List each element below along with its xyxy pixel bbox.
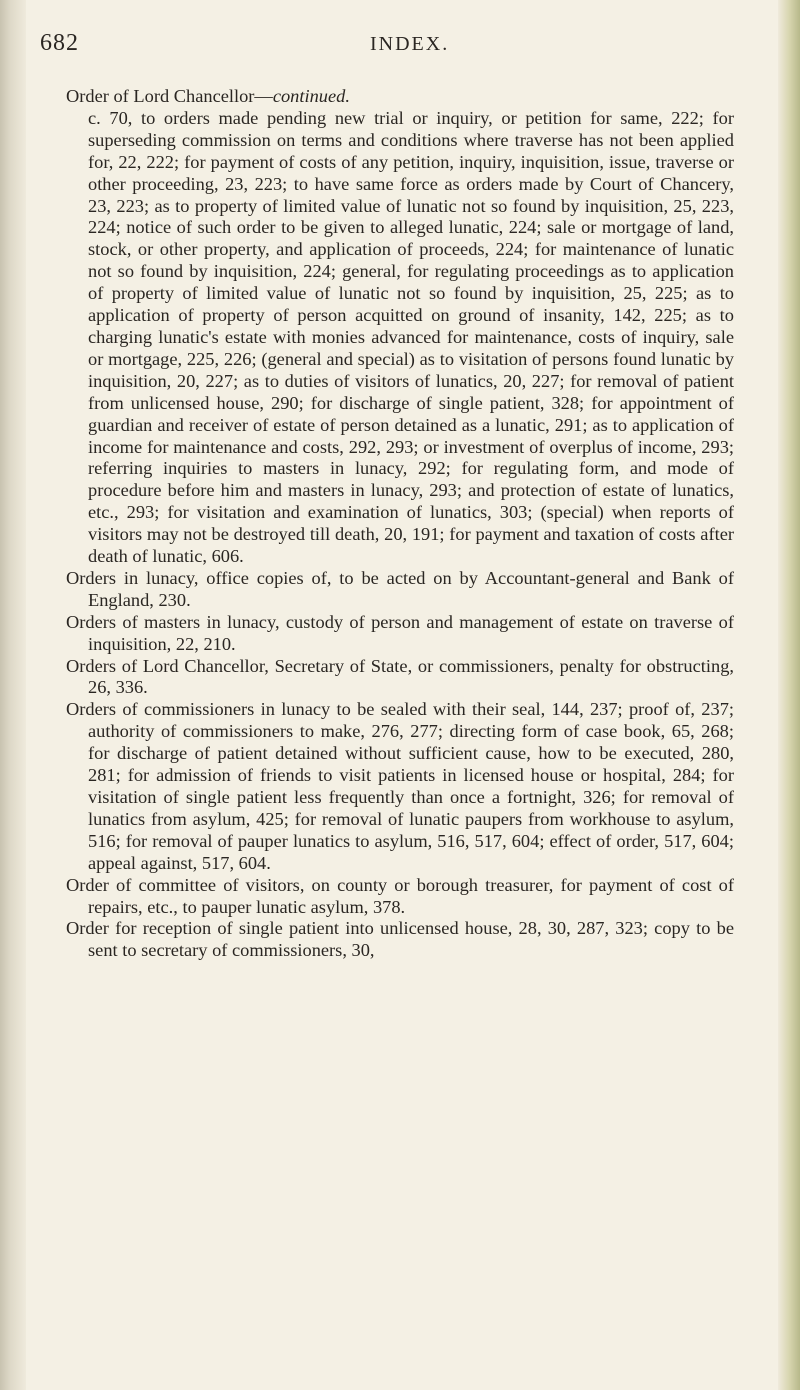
index-entry <box>66 699 734 874</box>
page-edge <box>778 0 800 1390</box>
book-spine-shadow <box>0 0 26 1390</box>
index-content <box>66 86 734 962</box>
page-header <box>40 30 762 60</box>
entry-text: c. 70, to orders made pending new trial or inquiry, or petition for same, 222; for superseding commission on terms and conditions where traverse has not been applied for, 22, 222; for payment of costs of any petition, inquiry, inquisition, issue, traverse or other proceeding, 23, 223; to have same force as orders made by Court of Chancery, 23, 223; as to property of limited value of lunatic not so found by inquisition, 25, 223, 224; notice of such order to be given to alleged lunatic, 224; sale or mortgage of land, stock, or other property, and application of proceeds, 224; for maintenance of lunatic not so found by inquisition, 224; general, for regulating proceedings as to application of property of limited value of lunatic not so found by inquisition, 25, 225; as to application of property of person acquitted on ground of insanity, 142, 225; as to charging lunatic's estate with monies advanced for maintenance, costs of inquiry, sale or mortgage, 225, 226; (general and special) as to visitation of persons found lunatic by inquisition, 20, 227; as to duties of visitors of lunatics, 20, 227; for removal of patient from unlicensed house, 290; for discharge of single patient, 328; for appointment of guardian and receiver of estate of person detained as a lunatic, 291; as to application of income for maintenance and costs, 292, 293; or investment of overplus of income, 293; referring inquiries to masters in lunacy, 292; for regulating form, and mode of procedure before him and masters in lunacy, 293; and protection of estate of lunatics, etc., 293; for visitation and examination of lunatics, 303; (special) when reports of visitors may not be destroyed till death, 20, 191; for payment and taxation of costs after death of lunatic, 606. <box>88 107 734 567</box>
index-entry <box>66 918 734 962</box>
entry-text: Orders in lunacy, office copies of, to be acted on by Accountant-general and Bank of England, 230. <box>66 567 734 610</box>
entry-text: Order for reception of single patient into unlicensed house, 28, 30, 287, 323; copy to be sent to secretary of commissioners, 30, <box>66 918 734 961</box>
entry-text: Orders of Lord Chancellor, Secretary of State, or commissioners, penalty for obstructing, 26, 336. <box>66 655 734 698</box>
page-number: 682 <box>40 30 79 56</box>
running-head: INDEX. <box>370 33 450 55</box>
index-entry <box>66 875 734 919</box>
index-entry <box>66 656 734 700</box>
index-entry <box>66 612 734 656</box>
entry-heading: Order of Lord Chancellor— <box>66 86 273 106</box>
index-entry <box>66 86 734 568</box>
entry-text: Orders of commissioners in lunacy to be sealed with their seal, 144, 237; proof of, 237; authority of commissioners to make, 276, 277; directing form of case book, 65, 268; for discharge of patient detained without sufficient cause, how to be executed, 280, 281; for admission of friends to visit patients in licensed house or hospital, 284; for visitation of single patient less frequently than once a fortnight, 326; for removal of lunatics from asylum, 425; for removal of lunatic paupers from workhouse to asylum, 516; for removal of pauper lunatics to asylum, 516, 517, 604; effect of order, 517, 604; appeal against, 517, 604. <box>66 699 734 873</box>
index-entry <box>66 568 734 612</box>
entry-text: Order of committee of visitors, on county or borough treasurer, for payment of cost of repairs, etc., to pauper lunatic asylum, 378. <box>66 874 734 917</box>
entry-continued-label: continued. <box>272 86 350 106</box>
entry-text: Orders of masters in lunacy, custody of person and management of estate on traverse of inquisition, 22, 210. <box>66 611 734 654</box>
